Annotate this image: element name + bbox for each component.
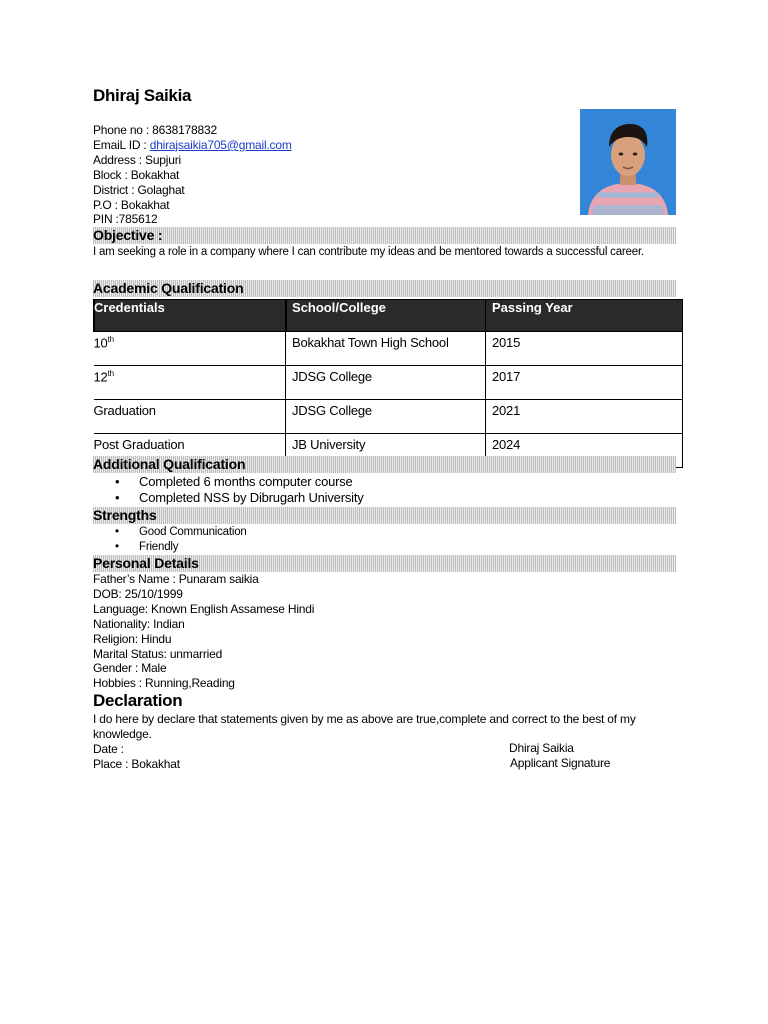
email-line (93, 138, 292, 153)
email-label: EmaiL ID : (93, 137, 150, 152)
cell-credential: 12th (94, 366, 286, 400)
father-name: Father’s Name : Punaram saikia (93, 572, 259, 586)
religion: Religion: Hindu (93, 631, 172, 646)
academic-table (93, 299, 683, 468)
cell-school: Bokakhat Town High School (286, 332, 486, 366)
column-school: School/College (286, 300, 486, 332)
cell-year: 2017 (486, 366, 683, 400)
address: Address : Supjuri (93, 152, 181, 167)
email-link[interactable]: dhirajsaikia705@gmail.com (149, 137, 292, 152)
objective-text: I am seeking a role in a company where I can contribute my ideas and be mentored towards a successful career. (93, 246, 644, 258)
signature-block (509, 741, 610, 771)
cell-school: JDSG College (286, 400, 486, 434)
pin: PIN :785612 (93, 212, 158, 227)
phone: Phone no : 8638178832 (93, 123, 217, 137)
strengths-list (115, 525, 247, 554)
signature-name: Dhiraj Saikia (509, 741, 574, 755)
cell-school: JDSG College (286, 366, 486, 400)
additional-list (115, 474, 364, 506)
marital-status: Marital Status: unmarried (93, 646, 223, 661)
post-office: P.O : Bokakhat (93, 197, 170, 212)
list-item: • Good Communication (115, 525, 247, 540)
date-line: Date : (93, 741, 124, 756)
column-credentials: Credentials (94, 300, 286, 332)
nationality: Nationality: Indian (93, 616, 185, 631)
contact-block (93, 123, 292, 227)
declaration-heading: Declaration (93, 691, 183, 710)
cell-year: 2015 (486, 332, 683, 366)
dob: DOB: 25/10/1999 (93, 586, 183, 601)
academic-heading: Academic Qualification (93, 280, 676, 297)
cell-year: 2024 (486, 434, 683, 468)
personal-details (93, 572, 314, 691)
additional-heading: Additional Qualification (93, 456, 676, 473)
strengths-heading: Strengths (93, 507, 676, 524)
academic-table-header (94, 300, 683, 332)
personal-heading: Personal Details (93, 555, 676, 572)
list-item: • Friendly (115, 540, 247, 555)
cell-year: 2021 (486, 400, 683, 434)
gender: Gender : Male (93, 661, 167, 676)
person-photo-icon (580, 109, 676, 215)
language: Language: Known English Assamese Hindi (93, 601, 315, 616)
district: District : Golaghat (93, 182, 185, 197)
list-item: • Completed 6 months computer course (115, 474, 364, 490)
declaration-text: I do here by declare that statements given by me as above are true,complete and correct to the best of my knowledge. (93, 712, 636, 741)
profile-photo (580, 109, 676, 215)
table-row (94, 332, 683, 366)
cell-credential: 10th (94, 332, 286, 366)
cell-school: JB University (286, 434, 486, 468)
table-row (94, 366, 683, 400)
place-line: Place : Bokakhat (93, 756, 180, 771)
column-year: Passing Year (486, 300, 683, 332)
signature-label: Applicant Signature (510, 755, 611, 770)
candidate-name: Dhiraj Saikia (93, 86, 192, 105)
list-item: • Completed NSS by Dibrugarh University (115, 490, 364, 506)
table-row (94, 400, 683, 434)
hobbies: Hobbies : Running,Reading (93, 676, 235, 691)
cell-credential: Post Graduation (94, 434, 286, 468)
block: Block : Bokakhat (93, 167, 180, 182)
objective-heading: Objective : (93, 227, 676, 244)
cell-credential: Graduation (94, 400, 286, 434)
